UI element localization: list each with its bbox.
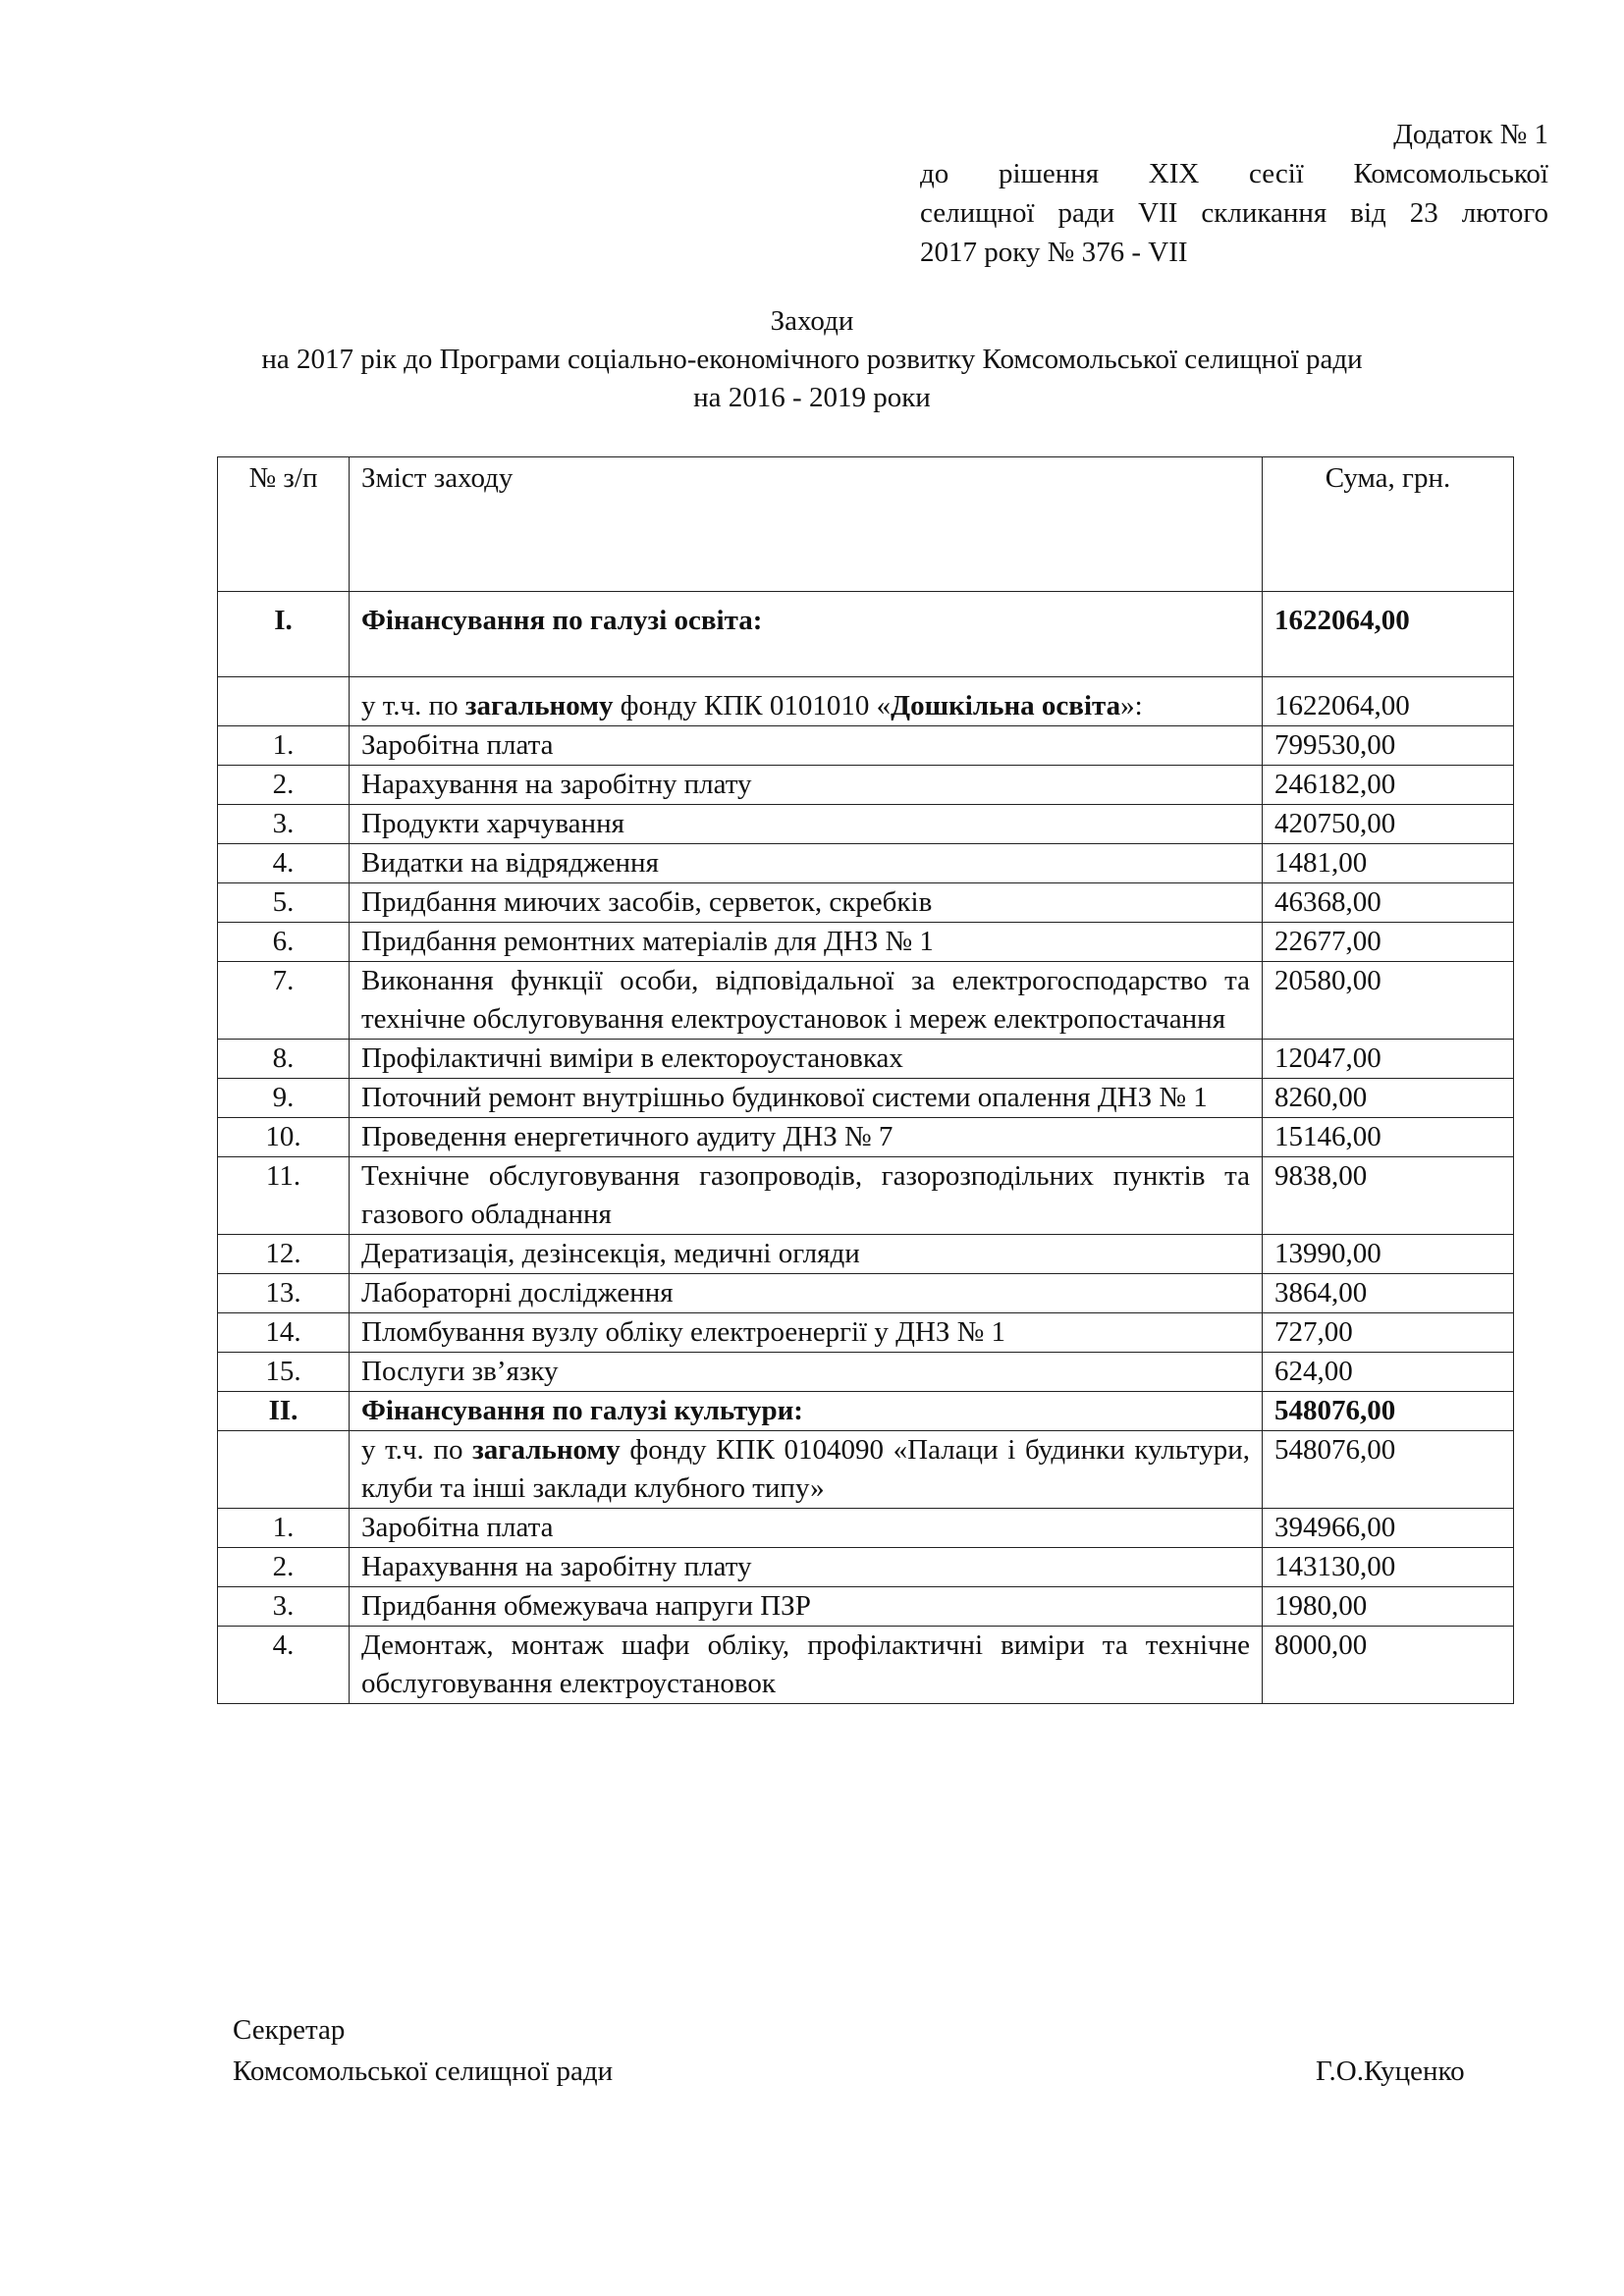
row-text: Заробітна плата	[350, 1509, 1263, 1548]
row-sum: 799530,00	[1263, 726, 1514, 766]
section-sum: 548076,00	[1263, 1392, 1514, 1431]
row-text: Демонтаж, монтаж шафи обліку, профілактичні виміри та технічне обслуговування електроустановок	[350, 1627, 1263, 1704]
table-row	[218, 1313, 1514, 1353]
fund-type: загальному	[472, 1434, 621, 1466]
table-row	[218, 1627, 1514, 1704]
row-num: 15.	[218, 1353, 350, 1392]
fund-row-culture	[218, 1431, 1514, 1509]
section-title: Фінансування по галузі культури:	[350, 1392, 1263, 1431]
row-sum: 13990,00	[1263, 1235, 1514, 1274]
row-text: Придбання ремонтних матеріалів для ДНЗ № 1	[350, 923, 1263, 962]
header-content: Зміст заходу	[350, 457, 1263, 592]
table-row	[218, 883, 1514, 923]
section-num: I.	[218, 592, 350, 677]
row-sum: 8260,00	[1263, 1079, 1514, 1118]
row-num: 2.	[218, 766, 350, 805]
table-row	[218, 923, 1514, 962]
fund-code: фонду КПК 0104090 «Палаци і будинки культури, клуби та інші заклади клубного типу»	[361, 1434, 1250, 1504]
fund-row-education	[218, 677, 1514, 726]
row-num: 7.	[218, 962, 350, 1040]
fund-sum: 548076,00	[1263, 1431, 1514, 1509]
table-header-row	[218, 457, 1514, 592]
row-sum: 727,00	[1263, 1313, 1514, 1353]
table-row	[218, 726, 1514, 766]
row-sum: 46368,00	[1263, 883, 1514, 923]
row-num: 3.	[218, 805, 350, 844]
fund-description	[350, 1431, 1263, 1509]
signature-title: Секретар	[233, 2014, 346, 2046]
table-row	[218, 1040, 1514, 1079]
row-num: 8.	[218, 1040, 350, 1079]
annex-decision-line: до рішення XIX сесії Комсомольської	[920, 158, 1548, 189]
title-line-3: на 2016 - 2019 роки	[693, 382, 931, 413]
row-num: 9.	[218, 1079, 350, 1118]
row-sum: 246182,00	[1263, 766, 1514, 805]
row-sum: 22677,00	[1263, 923, 1514, 962]
row-num: 6.	[218, 923, 350, 962]
row-num: 1.	[218, 726, 350, 766]
row-num: 1.	[218, 1509, 350, 1548]
row-num: 4.	[218, 1627, 350, 1704]
header-sum: Сума, грн.	[1263, 457, 1514, 592]
row-sum: 1481,00	[1263, 844, 1514, 883]
row-text: Дератизація, дезінсекція, медичні огляди	[350, 1235, 1263, 1274]
row-num: 10.	[218, 1118, 350, 1157]
fund-code: фонду КПК 0101010 «	[613, 690, 892, 721]
row-sum: 3864,00	[1263, 1274, 1514, 1313]
row-num: 13.	[218, 1274, 350, 1313]
row-sum: 420750,00	[1263, 805, 1514, 844]
measures-table	[217, 456, 1514, 1704]
table-row	[218, 1157, 1514, 1235]
table-row	[218, 1587, 1514, 1627]
fund-prefix: у т.ч. по	[361, 1434, 473, 1466]
table-row	[218, 766, 1514, 805]
row-num: 14.	[218, 1313, 350, 1353]
fund-description	[350, 677, 1263, 726]
fund-sum: 1622064,00	[1263, 677, 1514, 726]
row-sum: 8000,00	[1263, 1627, 1514, 1704]
fund-num	[218, 1431, 350, 1509]
row-sum: 143130,00	[1263, 1548, 1514, 1587]
row-num: 11.	[218, 1157, 350, 1235]
row-text: Поточний ремонт внутрішньо будинкової системи опалення ДНЗ № 1	[350, 1079, 1263, 1118]
row-sum: 15146,00	[1263, 1118, 1514, 1157]
section-row-education	[218, 592, 1514, 677]
table-row	[218, 805, 1514, 844]
row-text: Лабораторні дослідження	[350, 1274, 1263, 1313]
row-text: Придбання обмежувача напруги ПЗР	[350, 1587, 1263, 1627]
signature-council: Комсомольської селищної ради	[233, 2056, 614, 2087]
title-line-1: Заходи	[770, 305, 854, 337]
row-text: Продукти харчування	[350, 805, 1263, 844]
row-num: 4.	[218, 844, 350, 883]
row-text: Нарахування на заробітну плату	[350, 766, 1263, 805]
row-text: Видатки на відрядження	[350, 844, 1263, 883]
row-sum: 1980,00	[1263, 1587, 1514, 1627]
signature-position	[233, 2009, 613, 2092]
row-num: 5.	[218, 883, 350, 923]
row-sum: 394966,00	[1263, 1509, 1514, 1548]
row-num: 2.	[218, 1548, 350, 1587]
row-text: Придбання миючих засобів, серветок, скребків	[350, 883, 1263, 923]
table-row	[218, 1274, 1514, 1313]
section-title: Фінансування по галузі освіта:	[350, 592, 1263, 677]
row-text: Послуги зв’язку	[350, 1353, 1263, 1392]
fund-program: Дошкільна освіта	[891, 690, 1121, 721]
fund-type: загальному	[464, 690, 614, 721]
table-row	[218, 1235, 1514, 1274]
annex-council-line: селищної ради VII скликання від 23 лютого	[920, 197, 1548, 229]
table-row	[218, 1548, 1514, 1587]
table-row	[218, 1353, 1514, 1392]
annex-date-line: 2017 року № 376 - VII	[920, 237, 1188, 268]
row-text: Проведення енергетичного аудиту ДНЗ № 7	[350, 1118, 1263, 1157]
table-row	[218, 1509, 1514, 1548]
row-sum: 20580,00	[1263, 962, 1514, 1040]
row-text: Виконання функції особи, відповідальної за електрогосподарство та технічне обслуговування електроустановок і мереж електропостачання	[350, 962, 1263, 1040]
table-row	[218, 1118, 1514, 1157]
row-sum: 9838,00	[1263, 1157, 1514, 1235]
table-row	[218, 962, 1514, 1040]
section-sum: 1622064,00	[1263, 592, 1514, 677]
row-num: 3.	[218, 1587, 350, 1627]
header-num: № з/п	[218, 457, 350, 592]
row-sum: 624,00	[1263, 1353, 1514, 1392]
row-text: Нарахування на заробітну плату	[350, 1548, 1263, 1587]
fund-prefix: у т.ч. по	[361, 690, 465, 721]
section-num: II.	[218, 1392, 350, 1431]
row-text: Технічне обслуговування газопроводів, газорозподільних пунктів та газового обладнання	[350, 1157, 1263, 1235]
table-row	[218, 844, 1514, 883]
title-line-2: на 2017 рік до Програми соціально-економічного розвитку Комсомольської селищної ради	[261, 344, 1363, 375]
fund-num	[218, 677, 350, 726]
fund-suffix: »:	[1120, 690, 1143, 721]
row-sum: 12047,00	[1263, 1040, 1514, 1079]
row-num: 12.	[218, 1235, 350, 1274]
row-text: Профілактичні виміри в електороустановках	[350, 1040, 1263, 1079]
annex-number: Додаток № 1	[1393, 119, 1548, 150]
row-text: Пломбування вузлу обліку електроенергії у ДНЗ № 1	[350, 1313, 1263, 1353]
annex-header	[920, 115, 1548, 272]
section-row-culture	[218, 1392, 1514, 1431]
table-row	[218, 1079, 1514, 1118]
row-text: Заробітна плата	[350, 726, 1263, 766]
signature-name: Г.О.Куценко	[1316, 2056, 1465, 2087]
document-title	[147, 302, 1477, 417]
